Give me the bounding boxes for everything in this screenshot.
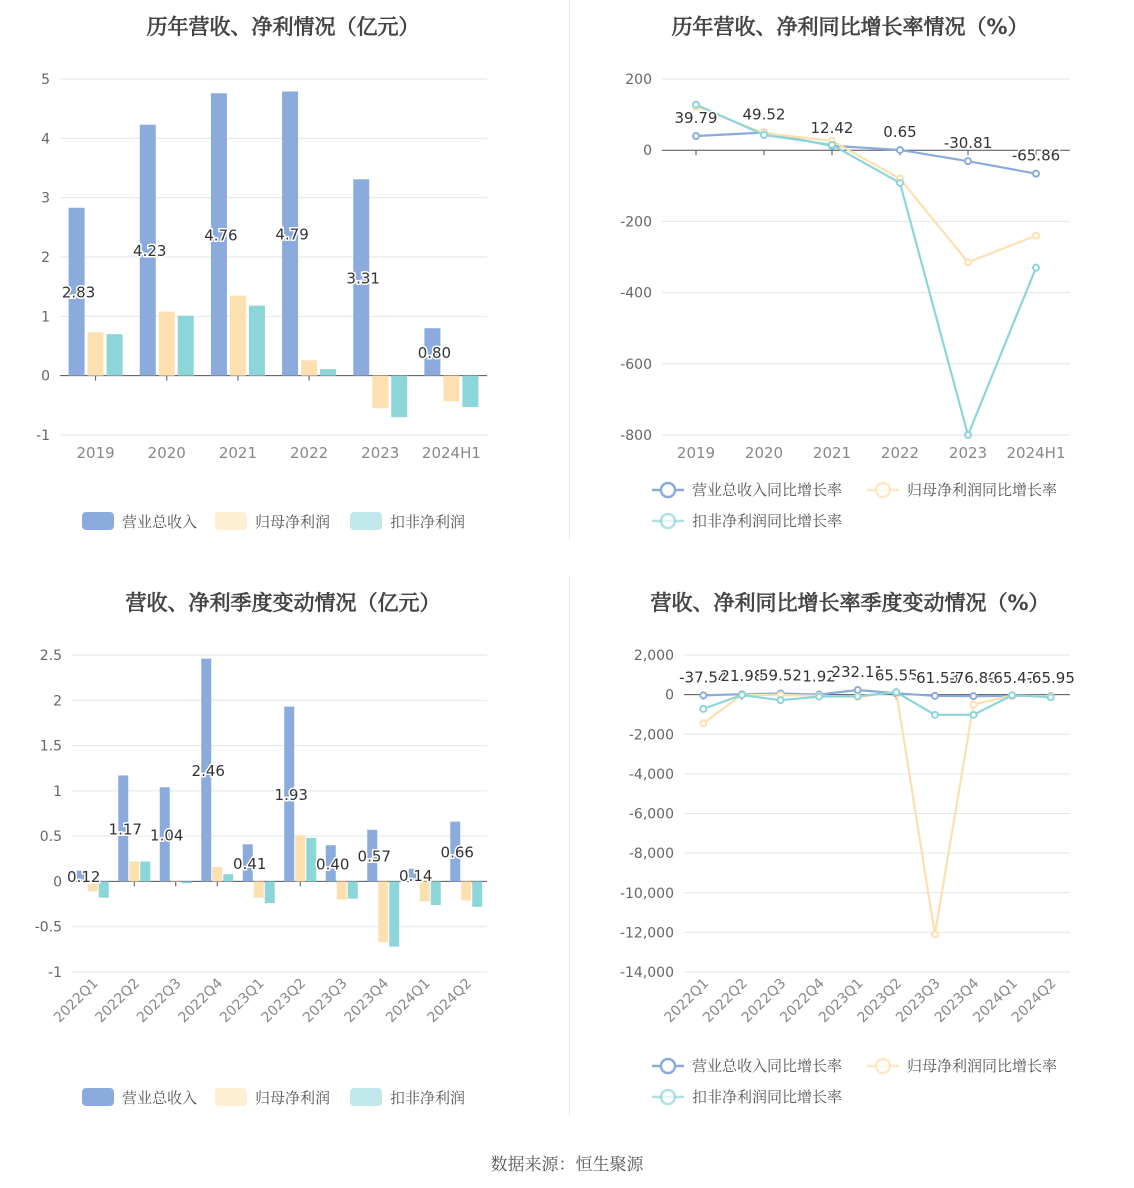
legend-marker xyxy=(661,1059,675,1073)
x-tick-label: 2022Q3 xyxy=(133,975,185,1027)
y-tick-label: 1 xyxy=(53,783,62,800)
line-point xyxy=(932,693,938,699)
y-tick-label: -8,000 xyxy=(628,846,674,863)
bar-net-profit-ex xyxy=(472,881,482,906)
data-label: 0.66 xyxy=(440,843,474,862)
data-source-note: 数据来源：恒生聚源 xyxy=(490,1155,644,1175)
legend-marker xyxy=(661,1090,675,1104)
line-point xyxy=(1009,692,1015,698)
data-label: 0.14 xyxy=(399,867,433,886)
x-tick-label: 2022Q4 xyxy=(777,975,828,1027)
bar-net-profit-ex xyxy=(178,316,194,376)
line-series-parent-profit-growth xyxy=(696,107,1036,263)
data-label: -30.81 xyxy=(943,134,993,153)
chart-title: 营收、净利同比增长率季度变动情况（%） xyxy=(650,591,1050,615)
y-tick-label: -10,000 xyxy=(619,885,674,902)
bar-parent-profit xyxy=(372,376,388,409)
data-label: 1.93 xyxy=(274,786,308,805)
bar-parent-profit xyxy=(295,835,305,881)
y-tick-label: 2 xyxy=(41,250,50,266)
y-tick-label: 200 xyxy=(625,72,652,88)
bar-net-profit-ex xyxy=(140,862,150,882)
data-label: 0.41 xyxy=(233,854,267,873)
data-label: 232.11 xyxy=(831,663,884,682)
line-point xyxy=(829,142,835,148)
x-tick-label: 2019 xyxy=(76,444,115,462)
line-point xyxy=(965,259,971,265)
bar-net-profit-ex xyxy=(182,881,192,883)
data-label: 65.55 xyxy=(874,666,918,685)
y-tick-label: -1 xyxy=(36,428,50,444)
x-tick-label: 2023Q4 xyxy=(931,975,983,1027)
chart-quarterly-growth-rate-svg xyxy=(567,576,1134,1152)
bar-net-profit-ex xyxy=(389,881,399,946)
panel-divider-bottom xyxy=(569,576,570,1116)
line-point xyxy=(739,692,745,698)
legend-label: 营业总收入同比增长率 xyxy=(692,1057,843,1075)
y-tick-label: -6,000 xyxy=(628,806,674,823)
y-tick-label: -12,000 xyxy=(619,925,674,942)
x-tick-label: 2023Q3 xyxy=(893,975,944,1027)
y-tick-label: 2 xyxy=(53,693,62,710)
y-tick-label: 0 xyxy=(53,874,62,891)
bar-net-profit-ex xyxy=(265,881,275,903)
x-tick-label: 2024Q2 xyxy=(1008,975,1060,1027)
x-tick-label: 2023Q2 xyxy=(258,975,310,1027)
bar-net-profit-ex xyxy=(249,306,265,376)
y-tick-label: 5 xyxy=(41,72,50,88)
x-tick-label: 2022Q1 xyxy=(50,975,102,1027)
bar-parent-profit xyxy=(301,360,317,375)
bar-parent-profit xyxy=(159,312,175,376)
line-series-net-profit-ex-growth xyxy=(696,105,1036,435)
line-point xyxy=(855,693,861,699)
chart-title: 营收、净利季度变动情况（亿元） xyxy=(125,591,441,615)
y-tick-label: 2.5 xyxy=(39,648,62,664)
x-tick-label: 2023Q2 xyxy=(854,975,906,1027)
bar-parent-profit xyxy=(443,376,459,402)
legend-swatch xyxy=(215,512,247,530)
line-point xyxy=(1033,265,1039,271)
bar-parent-profit xyxy=(171,881,181,882)
data-label: 59.52 xyxy=(759,666,802,685)
x-tick-label: 2022Q2 xyxy=(700,975,751,1027)
line-point xyxy=(816,694,822,700)
y-tick-label: -200 xyxy=(620,214,652,231)
legend-label: 营业总收入 xyxy=(122,1089,198,1107)
data-label: -61.53 xyxy=(910,668,960,687)
x-tick-label: 2024H1 xyxy=(421,444,481,462)
line-point xyxy=(1033,171,1039,177)
y-tick-label: -2,000 xyxy=(628,727,674,744)
data-label: 0.12 xyxy=(67,867,101,886)
y-tick-label: 3 xyxy=(41,190,50,207)
line-point xyxy=(693,133,699,139)
line-point xyxy=(932,931,938,937)
data-label: 0.40 xyxy=(316,855,350,874)
x-tick-label: 2021 xyxy=(218,444,258,462)
chart-title: 历年营收、净利同比增长率情况（%） xyxy=(671,15,1029,39)
line-point xyxy=(700,720,706,726)
data-label: 2.46 xyxy=(191,762,225,781)
y-tick-label: 4 xyxy=(41,131,50,148)
chart-annual-revenue-profit-svg xyxy=(0,0,567,576)
legend-label: 归母净利润 xyxy=(255,513,331,531)
legend-label: 归母净利润 xyxy=(255,1089,331,1107)
x-tick-label: 2024Q1 xyxy=(970,975,1021,1027)
line-point xyxy=(932,712,938,718)
x-tick-label: 2023Q1 xyxy=(815,975,867,1027)
line-point xyxy=(778,697,784,703)
legend-label: 扣非净利润同比增长率 xyxy=(692,1088,843,1106)
bar-net-profit-ex xyxy=(348,881,358,898)
y-tick-label: -800 xyxy=(620,428,652,444)
legend-marker xyxy=(661,483,675,497)
chart-annual-revenue-profit xyxy=(0,0,567,576)
chart-title: 历年营收、净利情况（亿元） xyxy=(146,15,420,39)
legend-label: 归母净利润同比增长率 xyxy=(907,1057,1058,1075)
panel-divider-top xyxy=(569,0,570,540)
legend-swatch xyxy=(350,512,382,530)
bar-parent-profit xyxy=(212,867,222,881)
y-tick-label: 0 xyxy=(643,143,652,160)
x-tick-label: 2023 xyxy=(948,444,988,462)
y-tick-label: 2,000 xyxy=(633,648,674,664)
x-tick-label: 2024H1 xyxy=(1006,444,1066,462)
data-label: 39.79 xyxy=(674,109,718,128)
legend-label: 营业总收入 xyxy=(122,513,198,531)
legend-swatch xyxy=(215,1088,247,1106)
legend-label: 营业总收入同比增长率 xyxy=(692,481,843,499)
line-point xyxy=(693,102,699,108)
bar-net-profit-ex xyxy=(320,369,336,376)
x-tick-label: 2022Q3 xyxy=(738,975,790,1027)
data-label: 12.42 xyxy=(810,118,854,137)
line-point xyxy=(700,692,706,698)
y-tick-label: -0.5 xyxy=(34,919,62,936)
data-label: 4.79 xyxy=(275,225,309,244)
x-tick-label: 2023Q4 xyxy=(341,975,393,1027)
legend-marker xyxy=(876,1059,890,1073)
bar-net-profit-ex xyxy=(391,376,407,418)
x-tick-label: 2022 xyxy=(880,444,920,462)
data-label: 1.04 xyxy=(150,826,184,845)
bar-net-profit-ex xyxy=(306,838,316,881)
x-tick-label: 2021 xyxy=(812,444,852,462)
data-label: 4.76 xyxy=(204,226,238,245)
y-tick-label: -400 xyxy=(620,285,652,302)
x-tick-label: 2023 xyxy=(361,444,400,462)
bar-net-profit-ex xyxy=(107,334,123,376)
legend-label: 扣非净利润同比增长率 xyxy=(692,512,843,530)
line-point xyxy=(1033,233,1039,239)
data-label: -65.95 xyxy=(1026,668,1075,687)
bar-parent-profit xyxy=(230,296,246,376)
line-point xyxy=(965,432,971,438)
bar-parent-profit xyxy=(129,862,139,882)
line-point xyxy=(971,693,977,699)
data-label: 4.23 xyxy=(133,242,167,261)
bar-parent-profit xyxy=(337,881,347,899)
legend-label: 扣非净利润 xyxy=(390,1089,466,1107)
data-label: 3.31 xyxy=(346,269,380,288)
x-tick-label: 2023Q1 xyxy=(216,975,268,1027)
bar-net-profit-ex xyxy=(462,376,478,407)
line-point xyxy=(971,712,977,718)
line-point xyxy=(855,687,861,693)
y-tick-label: 0.5 xyxy=(39,829,62,846)
y-tick-label: -14,000 xyxy=(619,965,674,981)
line-point xyxy=(971,702,977,708)
data-label: -76.80 xyxy=(949,669,998,688)
x-tick-label: 2024Q2 xyxy=(424,975,476,1027)
x-tick-label: 2019 xyxy=(676,444,716,462)
chart-annual-growth-rate-svg xyxy=(567,0,1134,576)
line-point xyxy=(1048,694,1054,700)
bar-parent-profit xyxy=(88,332,104,375)
chart-quarterly-revenue-profit xyxy=(0,576,567,1152)
legend-swatch xyxy=(350,1088,382,1106)
x-tick-label: 2023Q3 xyxy=(299,975,351,1027)
legend-marker xyxy=(661,514,675,528)
data-label: 0.65 xyxy=(883,122,917,141)
data-label: -65.47 xyxy=(987,668,1037,687)
data-label: 2.83 xyxy=(61,283,96,302)
data-label: -37.54 xyxy=(679,668,728,687)
chart-quarterly-growth-rate xyxy=(567,576,1134,1152)
data-label: 0.57 xyxy=(357,847,391,866)
y-tick-label: 1.5 xyxy=(39,738,62,755)
line-point xyxy=(761,132,767,138)
x-tick-label: 2022Q2 xyxy=(92,975,144,1027)
legend-label: 扣非净利润 xyxy=(390,513,466,531)
data-label: 1.17 xyxy=(108,820,142,839)
line-point xyxy=(893,689,899,695)
line-point xyxy=(965,158,971,164)
data-label: 0.80 xyxy=(417,343,452,362)
y-tick-label: 0 xyxy=(41,368,50,385)
legend-marker xyxy=(876,483,890,497)
data-label: 1.92 xyxy=(802,667,836,686)
y-tick-label: -4,000 xyxy=(628,766,674,783)
line-point xyxy=(897,147,903,153)
line-point xyxy=(700,706,706,712)
legend-swatch xyxy=(82,1088,114,1106)
data-label: 49.52 xyxy=(742,105,786,124)
x-tick-label: 2020 xyxy=(147,444,186,462)
x-tick-label: 2022Q4 xyxy=(175,975,227,1027)
legend-swatch xyxy=(82,512,114,530)
y-tick-label: 0 xyxy=(665,687,674,704)
legend-label: 归母净利润同比增长率 xyxy=(907,481,1058,499)
x-tick-label: 2022Q1 xyxy=(661,975,713,1027)
bar-parent-profit xyxy=(378,881,388,942)
data-label: -65.86 xyxy=(1011,146,1061,165)
y-tick-label: 1 xyxy=(41,309,50,326)
x-tick-label: 2020 xyxy=(744,444,784,462)
chart-annual-growth-rate xyxy=(567,0,1134,576)
x-tick-label: 2022 xyxy=(289,444,329,462)
data-label: 21.98 xyxy=(720,667,764,686)
bar-net-profit-ex xyxy=(223,874,233,881)
bar-parent-profit xyxy=(461,881,471,900)
x-tick-label: 2024Q1 xyxy=(382,975,434,1027)
chart-quarterly-revenue-profit-svg xyxy=(0,576,567,1152)
bar-parent-profit xyxy=(254,881,264,897)
line-point xyxy=(897,180,903,186)
y-tick-label: -1 xyxy=(48,965,62,981)
y-tick-label: -600 xyxy=(620,356,652,373)
